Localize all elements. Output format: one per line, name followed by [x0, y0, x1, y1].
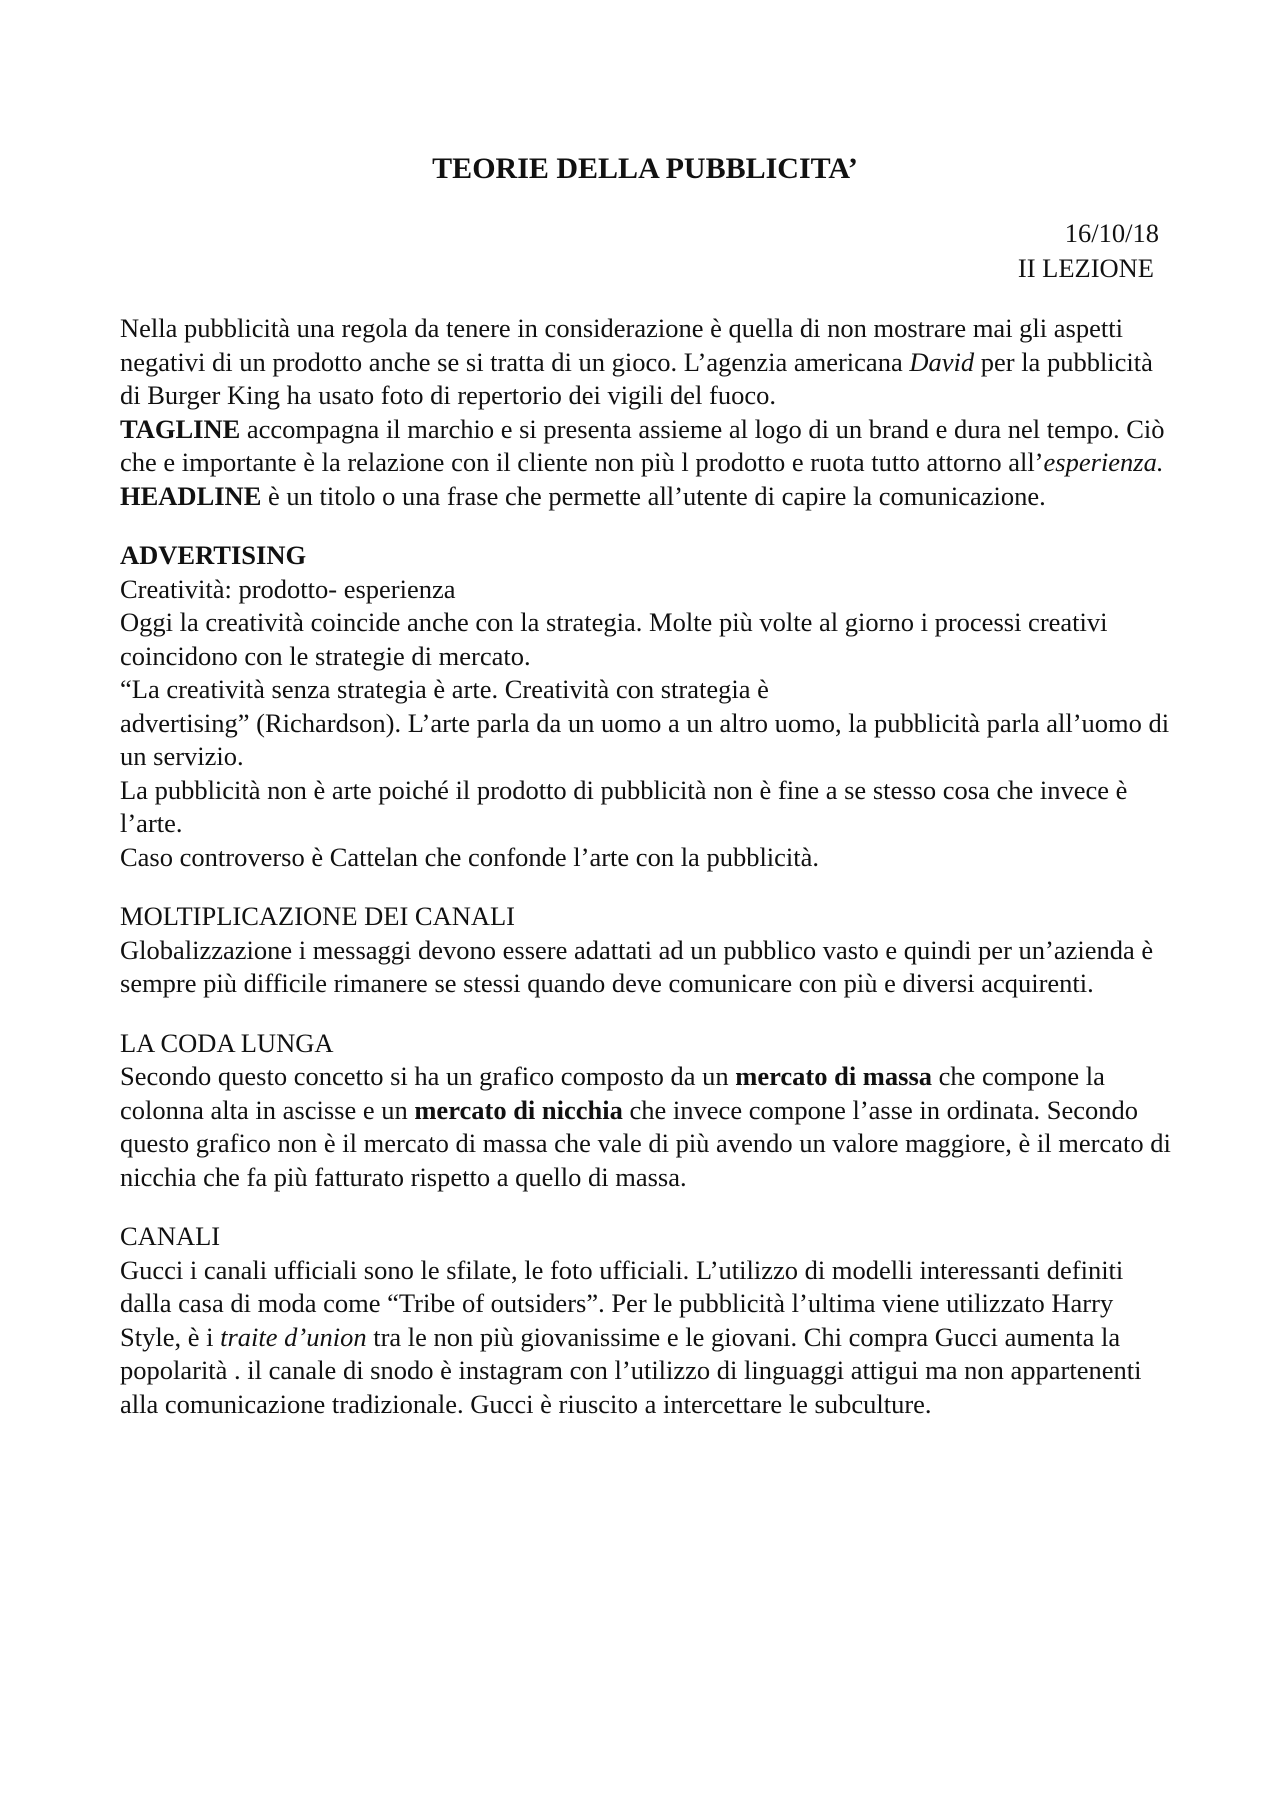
advertising-quote-start: “La creatività senza strategia è arte. Creatività con strategia è [120, 674, 769, 704]
channels-text: Gucci i canali ufficiali sono le sfilate, le foto ufficiali. L’utilizzo di modelli interessanti definiti dalla casa di moda come “Tribe of outsiders”. Per le pubblicità l’ultima viene utilizzato Harry Style, è i traite d’union tra le non più giovanissime e le giovani. Chi compra Gucci aumenta la popolarità . il canale di snodo è instagram con l’utilizzo di linguaggi attigui ma non appartenenti alla comunicazione tradizionale. Gucci è riuscito a intercettare le subculture. [120, 1254, 1142, 1419]
spacer [120, 1194, 1180, 1220]
document-body [120, 312, 1180, 1421]
advertising-line: La pubblicità non è arte poiché il prodotto di pubblicità non è fine a se stesso cosa che invece è l’arte. [120, 774, 1128, 838]
document-title: TEORIE DELLA PUBBLICITA’ [432, 152, 858, 185]
spacer [120, 1001, 1180, 1027]
david-agency-name: David [909, 346, 975, 377]
channels-heading: CANALI [120, 1221, 221, 1251]
advertising-line: Caso controverso è Cattelan che confonde l’arte con la pubblicità. [120, 841, 820, 872]
headline-paragraph: HEADLINE è un titolo o una frase che permette all’utente di capire la comunicazione. [120, 480, 1046, 511]
headline-term: HEADLINE [120, 480, 262, 511]
tagline-term: TAGLINE [120, 413, 241, 444]
long-tail-heading: LA CODA LUNGA [120, 1027, 334, 1058]
advertising-line: Creatività: prodotto- esperienza [120, 573, 456, 604]
channels-multiplication-heading: MOLTIPLICAZIONE DEI CANALI [120, 901, 516, 931]
tagline-paragraph: TAGLINE accompagna il marchio e si presenta assieme al logo di un brand e dura nel tempo. Ciò che e importante è la relazione con il cliente non più l prodotto e ruota tutto attorno all’esperienza. [120, 413, 1165, 477]
long-tail-text: Secondo questo concetto si ha un grafico composto da un mercato di massa che compone la colonna alta in ascisse e un mercato di nicchia che invece compone l’asse in ordinata. Secondo questo grafico non è il mercato di massa che vale di più avendo un valore maggiore, è il mercato di nicchia che fa più fatturato rispetto a quello di massa. [120, 1061, 1171, 1192]
advertising-heading: ADVERTISING [120, 540, 307, 570]
lecture-date: 16/10/18 [1064, 218, 1159, 248]
spacer [120, 874, 1180, 900]
advertising-line: Oggi la creatività coincide anche con la strategia. Molte più volte al giorno i processi creativi coincidono con le strategie di mercato. [120, 607, 1108, 671]
channels-multiplication-text: Globalizzazione i messaggi devono essere adattati ad un pubblico vasto e quindi per un’azienda è sempre più difficile rimanere se stessi quando deve comunicare con più e diversi acquirenti. [120, 934, 1154, 998]
spacer [120, 513, 1180, 539]
advertising-quote-end: advertising” (Richardson). L’arte parla da un uomo a un altro uomo, la pubblicità parla all’uomo di un servizio. [120, 707, 1170, 771]
intro-paragraph: Nella pubblicità una regola da tenere in considerazione è quella di non mostrare mai gli aspetti negativi di un prodotto anche se si tratta di un gioco. L’agenzia americana David per la pubblicità di Burger King ha usato foto di repertorio dei vigili del fuoco. [120, 313, 1153, 410]
lesson-label: II LEZIONE [1017, 253, 1154, 283]
